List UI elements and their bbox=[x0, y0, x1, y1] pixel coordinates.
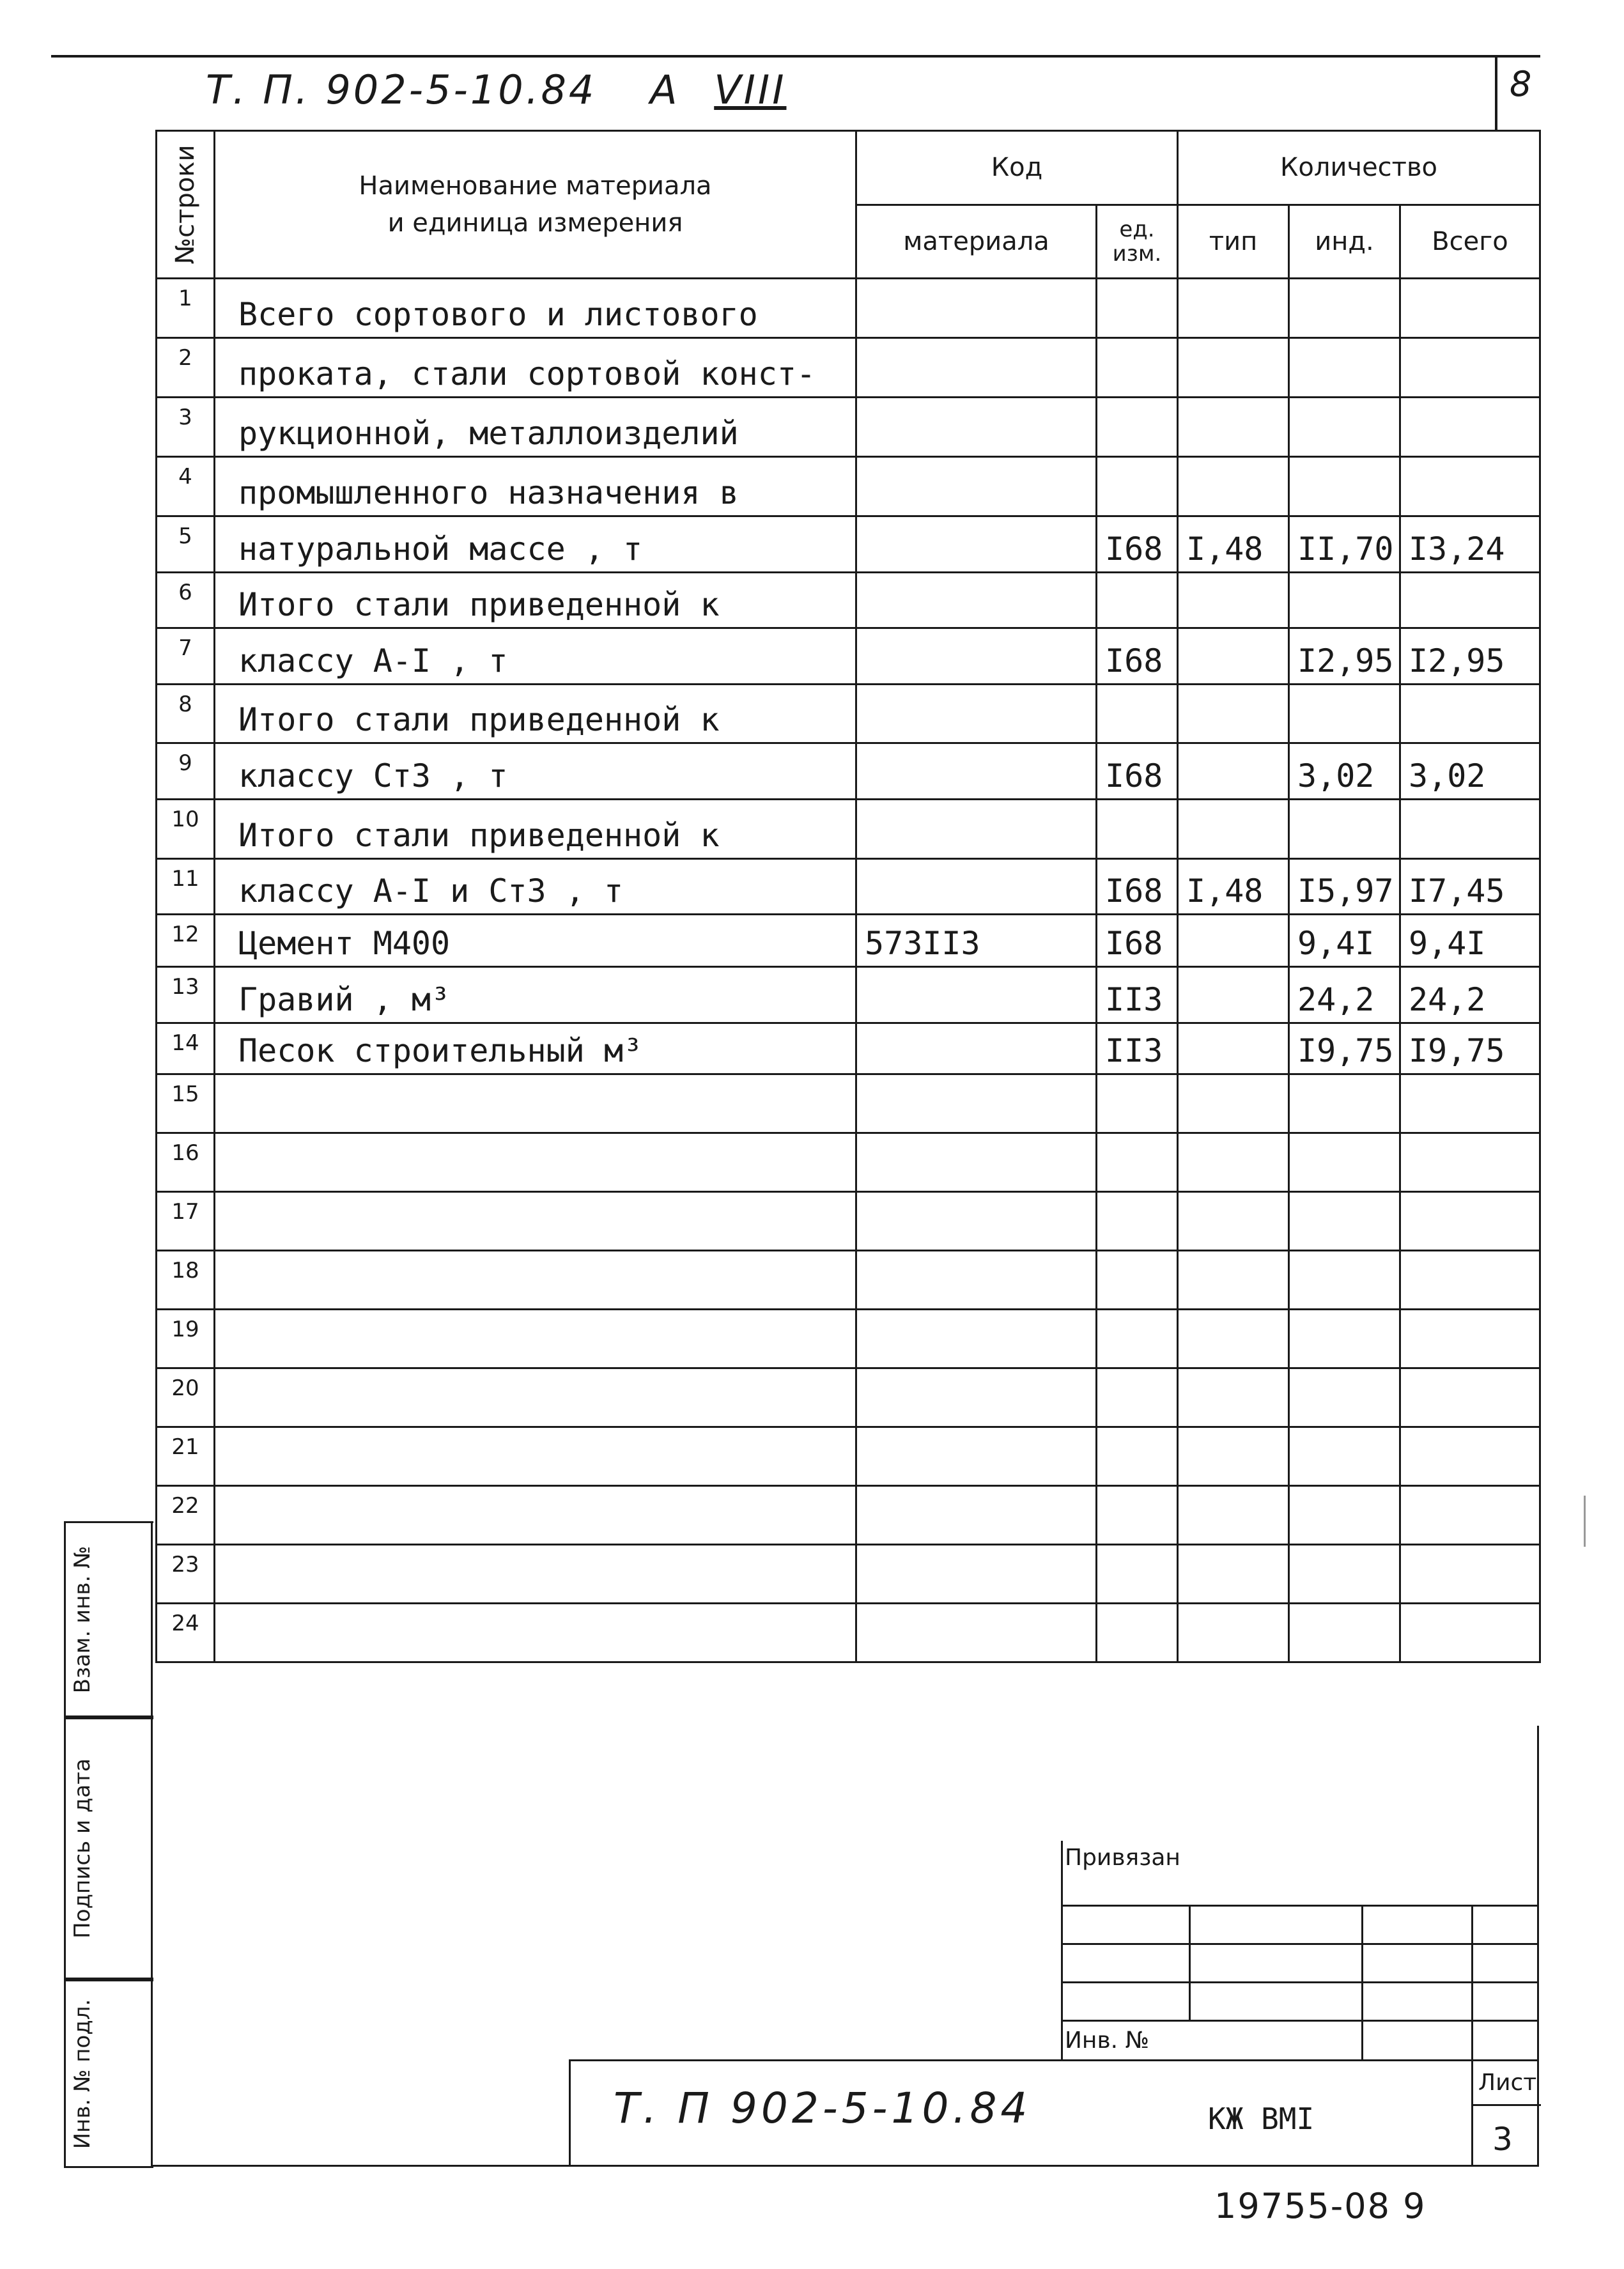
document-code-header bbox=[206, 66, 787, 113]
unit-code-cell bbox=[1097, 1604, 1178, 1662]
row-number-cell: 18 bbox=[157, 1251, 215, 1310]
unit-code-cell: I68 bbox=[1097, 859, 1178, 915]
unit-code-cell bbox=[1097, 1486, 1178, 1545]
quantity-ind-header: инд. bbox=[1289, 205, 1400, 279]
unit-code-cell bbox=[1097, 573, 1178, 628]
material-name-cell: натуральной массе , т bbox=[215, 516, 856, 573]
quantity-total-cell bbox=[1400, 457, 1540, 516]
material-code-cell: 573II3 bbox=[856, 915, 1097, 967]
quantity-ind-cell bbox=[1289, 1604, 1400, 1662]
quantity-ind-cell: I5,97 bbox=[1289, 859, 1400, 915]
quantity-total-header: Всего bbox=[1400, 205, 1540, 279]
material-code-cell bbox=[856, 1310, 1097, 1368]
quantity-ind-cell: 9,4I bbox=[1289, 915, 1400, 967]
row-number-cell: 13 bbox=[157, 967, 215, 1023]
unit-code-cell bbox=[1097, 1368, 1178, 1427]
quantity-type-header: тип bbox=[1178, 205, 1289, 279]
table-row bbox=[157, 685, 1540, 743]
table-row bbox=[157, 1604, 1540, 1662]
row-number-cell: 5 bbox=[157, 516, 215, 573]
unit-code-cell: I68 bbox=[1097, 628, 1178, 685]
quantity-total-cell: I3,24 bbox=[1400, 516, 1540, 573]
unit-code-cell: I68 bbox=[1097, 915, 1178, 967]
quantity-type-cell bbox=[1178, 1023, 1289, 1074]
material-code-cell bbox=[856, 398, 1097, 457]
row-number-cell: 16 bbox=[157, 1133, 215, 1192]
quantity-total-cell bbox=[1400, 1545, 1540, 1604]
material-name-cell: классу Ст3 , т bbox=[215, 743, 856, 800]
material-code-cell bbox=[856, 743, 1097, 800]
material-code-cell bbox=[856, 1023, 1097, 1074]
quantity-type-cell bbox=[1178, 279, 1289, 338]
row-number-cell: 7 bbox=[157, 628, 215, 685]
quantity-type-cell bbox=[1178, 1310, 1289, 1368]
material-name-cell bbox=[215, 1486, 856, 1545]
material-code-header: материала bbox=[856, 205, 1097, 279]
quantity-ind-cell bbox=[1289, 1251, 1400, 1310]
material-name-cell: Цемент М400 bbox=[215, 915, 856, 967]
quantity-total-cell bbox=[1400, 1427, 1540, 1486]
material-code-cell bbox=[856, 573, 1097, 628]
quantity-ind-cell: I9,75 bbox=[1289, 1023, 1400, 1074]
quantity-ind-cell bbox=[1289, 1133, 1400, 1192]
table-row bbox=[157, 1486, 1540, 1545]
table-row bbox=[157, 1427, 1540, 1486]
quantity-total-cell bbox=[1400, 1074, 1540, 1133]
material-code-cell bbox=[856, 279, 1097, 338]
title-block-doc-mark: КЖ ВМI bbox=[1208, 2102, 1315, 2136]
unit-code-cell: II3 bbox=[1097, 1023, 1178, 1074]
row-number-cell: 23 bbox=[157, 1545, 215, 1604]
header-album-letter: А bbox=[650, 66, 680, 113]
quantity-type-cell bbox=[1178, 800, 1289, 859]
quantity-ind-cell bbox=[1289, 1192, 1400, 1251]
material-name-cell: классу А-I и Ст3 , т bbox=[215, 859, 856, 915]
quantity-ind-cell bbox=[1289, 685, 1400, 743]
material-code-cell bbox=[856, 1427, 1097, 1486]
material-code-cell bbox=[856, 800, 1097, 859]
table-row bbox=[157, 915, 1540, 967]
material-name-cell bbox=[215, 1074, 856, 1133]
row-number-cell: 3 bbox=[157, 398, 215, 457]
quantity-total-cell: I2,95 bbox=[1400, 628, 1540, 685]
material-code-cell bbox=[856, 628, 1097, 685]
inv-no-label: Инв. № bbox=[1065, 2027, 1150, 2054]
quantity-type-cell: I,48 bbox=[1178, 516, 1289, 573]
quantity-ind-cell: II,70 bbox=[1289, 516, 1400, 573]
material-code-cell bbox=[856, 1074, 1097, 1133]
row-number-cell: 1 bbox=[157, 279, 215, 338]
material-name-cell: рукционной, металлоизделий bbox=[215, 398, 856, 457]
table-row bbox=[157, 516, 1540, 573]
header-rule bbox=[51, 55, 1540, 58]
quantity-type-cell bbox=[1178, 1192, 1289, 1251]
table-row bbox=[157, 338, 1540, 398]
quantity-ind-cell bbox=[1289, 573, 1400, 628]
scan-edge-mark bbox=[1584, 1496, 1586, 1547]
margin-box-inv-podl bbox=[64, 1979, 153, 2168]
unit-code-cell bbox=[1097, 398, 1178, 457]
table-row bbox=[157, 967, 1540, 1023]
row-number-cell: 22 bbox=[157, 1486, 215, 1545]
table-row bbox=[157, 1251, 1540, 1310]
quantity-type-cell bbox=[1178, 915, 1289, 967]
material-code-cell bbox=[856, 457, 1097, 516]
sheet-label: Лист bbox=[1478, 2070, 1537, 2096]
material-code-cell bbox=[856, 1133, 1097, 1192]
table-row bbox=[157, 573, 1540, 628]
quantity-total-cell: I7,45 bbox=[1400, 859, 1540, 915]
material-name-cell: Песок строительный м³ bbox=[215, 1023, 856, 1074]
quantity-total-cell bbox=[1400, 1486, 1540, 1545]
quantity-type-cell bbox=[1178, 1133, 1289, 1192]
material-name-cell bbox=[215, 1545, 856, 1604]
quantity-total-cell: 3,02 bbox=[1400, 743, 1540, 800]
table-row bbox=[157, 398, 1540, 457]
row-number-cell: 20 bbox=[157, 1368, 215, 1427]
quantity-total-cell bbox=[1400, 1192, 1540, 1251]
material-code-cell bbox=[856, 338, 1097, 398]
quantity-total-cell bbox=[1400, 573, 1540, 628]
quantity-ind-cell bbox=[1289, 1545, 1400, 1604]
row-number-cell: 12 bbox=[157, 915, 215, 967]
quantity-ind-cell bbox=[1289, 279, 1400, 338]
quantity-type-cell bbox=[1178, 457, 1289, 516]
unit-code-cell bbox=[1097, 338, 1178, 398]
archive-number: 19755-08 9 bbox=[1214, 2186, 1427, 2226]
quantity-ind-cell: 24,2 bbox=[1289, 967, 1400, 1023]
row-number-cell: 14 bbox=[157, 1023, 215, 1074]
quantity-total-cell bbox=[1400, 398, 1540, 457]
material-name-cell bbox=[215, 1368, 856, 1427]
material-name-cell bbox=[215, 1251, 856, 1310]
quantity-ind-cell bbox=[1289, 457, 1400, 516]
quantity-ind-cell bbox=[1289, 1486, 1400, 1545]
quantity-ind-cell bbox=[1289, 1427, 1400, 1486]
unit-code-header: ед. изм. bbox=[1097, 205, 1178, 279]
row-number-cell: 9 bbox=[157, 743, 215, 800]
margin-box-vzam bbox=[64, 1521, 153, 1717]
page-number: 8 bbox=[1510, 64, 1532, 104]
material-name-cell bbox=[215, 1310, 856, 1368]
material-name-cell: промышленного назначения в bbox=[215, 457, 856, 516]
row-number-cell: 17 bbox=[157, 1192, 215, 1251]
material-name-cell: Итого стали приведенной к bbox=[215, 573, 856, 628]
material-code-cell bbox=[856, 516, 1097, 573]
material-name-cell bbox=[215, 1192, 856, 1251]
row-number-cell: 10 bbox=[157, 800, 215, 859]
material-code-cell bbox=[856, 685, 1097, 743]
quantity-total-cell bbox=[1400, 1310, 1540, 1368]
unit-code-cell: I68 bbox=[1097, 743, 1178, 800]
unit-code-cell bbox=[1097, 1545, 1178, 1604]
table-row bbox=[157, 1074, 1540, 1133]
row-number-cell: 2 bbox=[157, 338, 215, 398]
quantity-type-cell bbox=[1178, 1545, 1289, 1604]
unit-code-cell bbox=[1097, 1251, 1178, 1310]
quantity-ind-cell bbox=[1289, 1074, 1400, 1133]
table-row bbox=[157, 457, 1540, 516]
quantity-type-cell bbox=[1178, 338, 1289, 398]
page-number-divider bbox=[1495, 55, 1497, 132]
materials-table bbox=[155, 130, 1541, 1663]
material-code-cell bbox=[856, 1604, 1097, 1662]
unit-code-cell bbox=[1097, 800, 1178, 859]
quantity-group-header: Количество bbox=[1178, 131, 1540, 205]
quantity-type-cell bbox=[1178, 628, 1289, 685]
material-name-cell: Гравий , м³ bbox=[215, 967, 856, 1023]
table-row bbox=[157, 628, 1540, 685]
material-code-cell bbox=[856, 1192, 1097, 1251]
row-number-cell: 11 bbox=[157, 859, 215, 915]
unit-code-cell: II3 bbox=[1097, 967, 1178, 1023]
row-number-cell: 15 bbox=[157, 1074, 215, 1133]
code-group-header: Код bbox=[856, 131, 1178, 205]
table-row bbox=[157, 1192, 1540, 1251]
unit-code-cell bbox=[1097, 457, 1178, 516]
table-row bbox=[157, 1310, 1540, 1368]
material-code-cell bbox=[856, 1486, 1097, 1545]
quantity-total-cell bbox=[1400, 685, 1540, 743]
unit-code-cell bbox=[1097, 1192, 1178, 1251]
quantity-ind-cell bbox=[1289, 1310, 1400, 1368]
header-album-roman: VIII bbox=[714, 66, 787, 113]
quantity-type-cell bbox=[1178, 1604, 1289, 1662]
quantity-type-cell bbox=[1178, 967, 1289, 1023]
material-name-cell bbox=[215, 1427, 856, 1486]
quantity-ind-cell bbox=[1289, 1368, 1400, 1427]
quantity-total-cell: 24,2 bbox=[1400, 967, 1540, 1023]
material-code-cell bbox=[856, 1251, 1097, 1310]
quantity-type-cell bbox=[1178, 1486, 1289, 1545]
quantity-total-cell: I9,75 bbox=[1400, 1023, 1540, 1074]
material-name-cell: проката, стали сортовой конст- bbox=[215, 338, 856, 398]
row-number-header: №строки bbox=[157, 131, 215, 279]
table-row bbox=[157, 859, 1540, 915]
title-block-code: Т. П 902-5-10.84 bbox=[614, 2084, 1032, 2133]
quantity-total-cell bbox=[1400, 1368, 1540, 1427]
margin-label-inv-podl: Инв. № подл. bbox=[70, 1999, 95, 2149]
material-code-cell bbox=[856, 967, 1097, 1023]
table-row bbox=[157, 800, 1540, 859]
quantity-ind-cell bbox=[1289, 398, 1400, 457]
material-name-cell: Всего сортового и листового bbox=[215, 279, 856, 338]
quantity-total-cell bbox=[1400, 800, 1540, 859]
row-number-cell: 21 bbox=[157, 1427, 215, 1486]
margin-box-podpis bbox=[64, 1717, 153, 1979]
quantity-total-cell: 9,4I bbox=[1400, 915, 1540, 967]
material-name-header: Наименование материала и единица измерения bbox=[215, 131, 856, 279]
quantity-total-cell bbox=[1400, 1133, 1540, 1192]
unit-code-cell bbox=[1097, 1133, 1178, 1192]
unit-code-cell: I68 bbox=[1097, 516, 1178, 573]
margin-label-vzam: Взам. инв. № bbox=[70, 1545, 95, 1693]
row-number-cell: 8 bbox=[157, 685, 215, 743]
material-name-cell bbox=[215, 1133, 856, 1192]
quantity-ind-cell bbox=[1289, 800, 1400, 859]
table-row bbox=[157, 279, 1540, 338]
quantity-ind-cell: 3,02 bbox=[1289, 743, 1400, 800]
quantity-total-cell bbox=[1400, 279, 1540, 338]
quantity-total-cell bbox=[1400, 1251, 1540, 1310]
table-row bbox=[157, 1023, 1540, 1074]
quantity-type-cell bbox=[1178, 1368, 1289, 1427]
unit-code-cell bbox=[1097, 1310, 1178, 1368]
row-number-cell: 24 bbox=[157, 1604, 215, 1662]
quantity-type-cell bbox=[1178, 1251, 1289, 1310]
row-number-cell: 4 bbox=[157, 457, 215, 516]
row-number-cell: 6 bbox=[157, 573, 215, 628]
material-code-cell bbox=[856, 1368, 1097, 1427]
table-row bbox=[157, 1133, 1540, 1192]
quantity-type-cell bbox=[1178, 685, 1289, 743]
unit-code-cell bbox=[1097, 1427, 1178, 1486]
quantity-total-cell bbox=[1400, 1604, 1540, 1662]
quantity-type-cell bbox=[1178, 743, 1289, 800]
sheet-number: 3 bbox=[1492, 2121, 1513, 2158]
quantity-ind-cell bbox=[1289, 338, 1400, 398]
table-row bbox=[157, 1545, 1540, 1604]
table-row bbox=[157, 1368, 1540, 1427]
margin-label-podpis: Подпись и дата bbox=[70, 1758, 95, 1939]
unit-code-cell bbox=[1097, 279, 1178, 338]
material-name-cell: Итого стали приведенной к bbox=[215, 800, 856, 859]
material-code-cell bbox=[856, 859, 1097, 915]
material-name-cell: классу А-I , т bbox=[215, 628, 856, 685]
material-code-cell bbox=[856, 1545, 1097, 1604]
quantity-type-cell bbox=[1178, 398, 1289, 457]
row-number-cell: 19 bbox=[157, 1310, 215, 1368]
privyazan-label: Привязан bbox=[1065, 1845, 1180, 1871]
quantity-total-cell bbox=[1400, 338, 1540, 398]
unit-code-cell bbox=[1097, 1074, 1178, 1133]
table-row bbox=[157, 743, 1540, 800]
quantity-type-cell bbox=[1178, 1427, 1289, 1486]
unit-code-cell bbox=[1097, 685, 1178, 743]
material-name-cell bbox=[215, 1604, 856, 1662]
sheet-box bbox=[1471, 2059, 1539, 2167]
quantity-type-cell: I,48 bbox=[1178, 859, 1289, 915]
quantity-type-cell bbox=[1178, 573, 1289, 628]
quantity-ind-cell: I2,95 bbox=[1289, 628, 1400, 685]
material-name-cell: Итого стали приведенной к bbox=[215, 685, 856, 743]
quantity-type-cell bbox=[1178, 1074, 1289, 1133]
header-code-text: Т. П. 902-5-10.84 bbox=[206, 66, 597, 113]
